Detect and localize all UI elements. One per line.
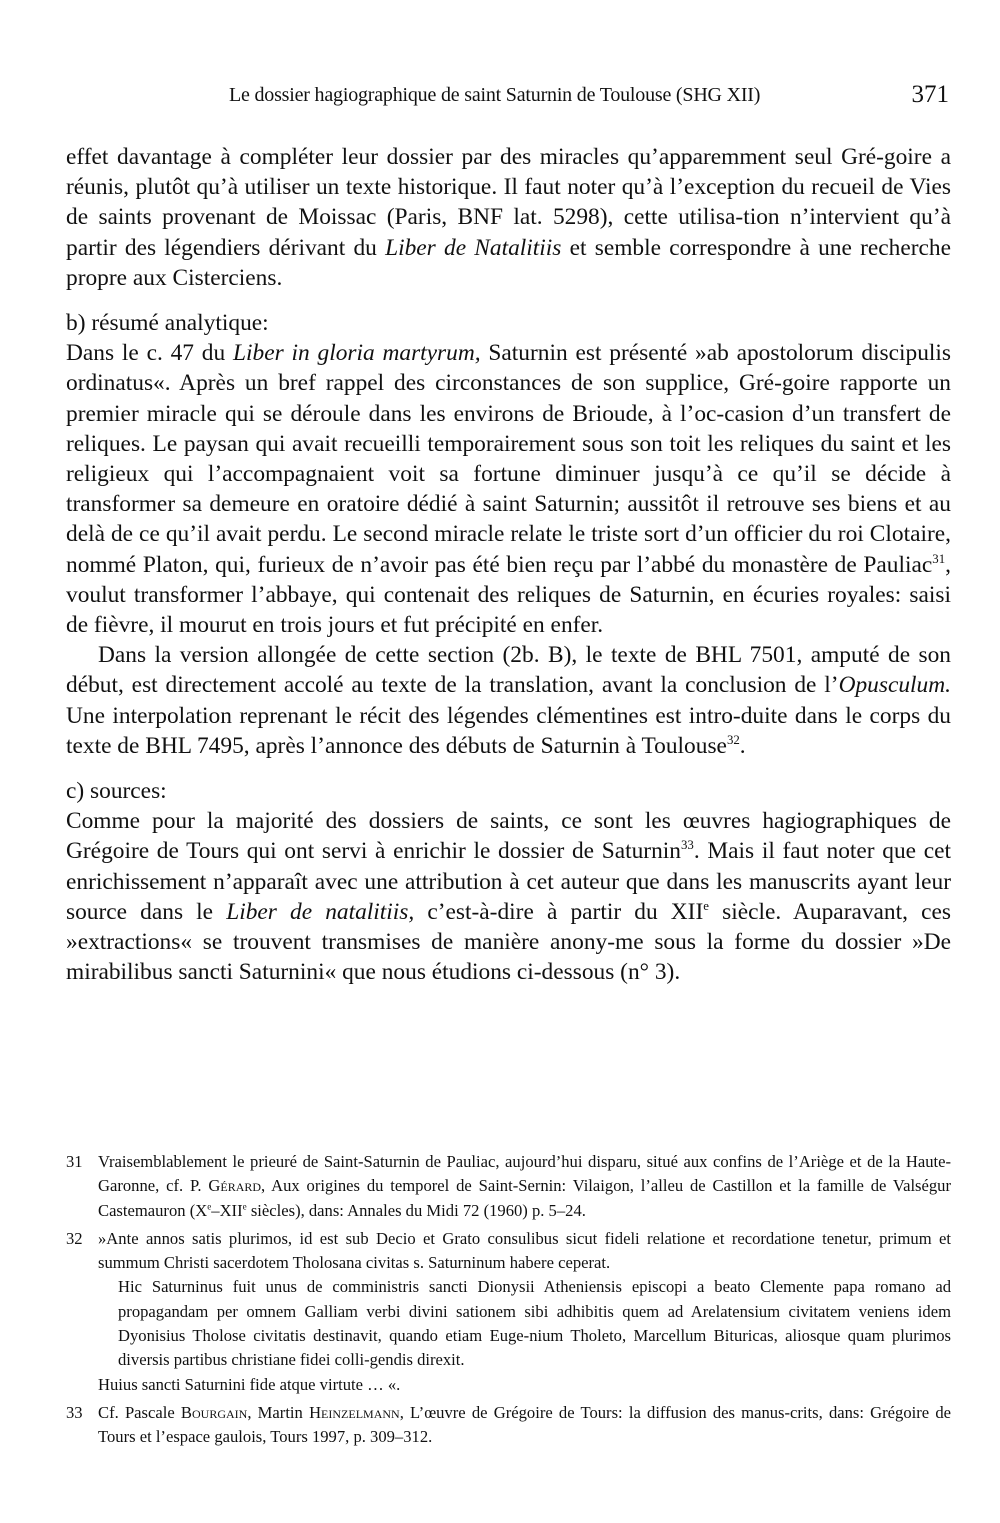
- running-title: Le dossier hagiographique de saint Saturnin de Toulouse (SHG XII): [229, 84, 761, 106]
- text-run: siècles), dans: Annales du Midi 72 (1960) p. 5–24.: [246, 1200, 586, 1220]
- superscript: e: [242, 1201, 247, 1212]
- text-run: Comme pour la majorité des dossiers de saints, ce sont les œuvres hagiographiques de Grégoire de Tours qui ont servi à enrichir le dossier de Saturnin: [66, 808, 951, 865]
- footnote-ref[interactable]: 31: [932, 551, 946, 566]
- text-run: .: [739, 732, 746, 759]
- paragraph: [66, 640, 951, 761]
- paragraph: [66, 338, 951, 640]
- paragraph: [66, 806, 951, 987]
- text-run: Une interpolation reprenant le récit des légendes clémentines est intro-duite dans le corps du texte de BHL 7495, après l’annonce des débuts de Saturnin à Toulouse: [66, 702, 951, 759]
- footnote-31: [66, 1150, 951, 1223]
- text-run: effet davantage à compléter leur dossier par des miracles qu’apparemment seul Gré-goire a réunis, plutôt qu’à utiliser un texte historique. Il faut noter qu’à l’exception du recueil de Vies de saints provenant de Moissac (Paris, BNF lat. 5298), cette utilisa-tion n’intervient qu’à partir des légendiers dérivant du: [66, 144, 951, 261]
- footnote-number: 32: [66, 1228, 83, 1248]
- text-run: Cf. Pascale: [98, 1402, 181, 1422]
- author-name: Heinzelmann: [309, 1402, 400, 1422]
- text-run: Saturnin est présenté »ab apostolorum discipulis ordinatus«. Après un bref rappel des circonstances de son supplice, Gré-goire rapporte un premier miracle qui se déroule dans les environs de Brioude, à l’oc-casion d’un transfert de reliques. Le paysan qui avait recueilli temporairement sous son toit les reliques du saint et les religieux qui l’accompagnaient voit sa fortune diminuer jusqu’à ce qu’il se décide à transformer sa demeure en oratoire dédié à saint Saturnin; aussitôt il retrouve ses biens et au delà de ce qu’il avait perdu. Le second miracle relate le triste sort d’un officier du roi Clotaire, nommé Platon, qui, furieux de n’avoir pas été bien reçu par l’abbé du monastère de Pauliac: [66, 340, 952, 578]
- text-run: c’est-à-dire à partir du XII: [414, 898, 704, 925]
- footnote-number: 33: [66, 1402, 83, 1422]
- italic-title: Liber in gloria martyrum,: [233, 340, 481, 367]
- footnote-32: [66, 1227, 951, 1276]
- footnotes: [66, 1150, 951, 1450]
- text-run: , Martin: [247, 1402, 310, 1422]
- italic-title: Liber de natalitiis,: [226, 898, 415, 925]
- footnote-quote: Hic Saturninus fuit unus de comministris sancti Dionysii Atheniensis episcopi a beato Clemente papa romano ad propagandam per omnem Galliam verbi divini sationem sibi adhibitis quem ad Arelatensium civitatem veniens idem Dyonisius Tholose civitatis destinavit, quando etiam Euge-nium Tholeto, Marcellum Bituricas, aliosque quam plurimos diversis partibus christiane fidei colli-gendis direxit.: [118, 1277, 951, 1370]
- footnote-33: [66, 1401, 951, 1450]
- section-heading: b) résumé analytique:: [66, 310, 269, 337]
- superscript: e: [207, 1201, 212, 1212]
- text-run: Dans le c. 47 du: [66, 340, 233, 367]
- footnote-quote: Huius sancti Saturnini fide atque virtute … «.: [98, 1374, 401, 1394]
- superscript: e: [703, 899, 709, 914]
- paragraph: [66, 142, 951, 293]
- page-number: 371: [911, 81, 949, 108]
- text-run: , L’œuvre de Grégoire de Tours: la diffusion des manus-crits, dans: Grégoire de Tours et l’espace gaulois, Tours 1997, p. 309–312.: [98, 1402, 952, 1447]
- main-text: [66, 142, 951, 987]
- text-run: . Mais il faut noter que cet enrichissement n’apparaît avec une attribution à cet auteur que dans les manuscrits ayant leur source dans le: [66, 838, 951, 925]
- text-run: »Ante annos satis plurimos, id est sub Decio et Grato consulibus sicut fideli relatione et recordatione tenetur, primum et summum Christi sacerdotem Tholosana civitas s. Saturninum habere ceperat.: [98, 1228, 951, 1273]
- text-run: et semble correspondre à une recherche propre aux Cisterciens.: [66, 234, 951, 291]
- text-run: –XII: [211, 1200, 243, 1220]
- footnote-ref[interactable]: 33: [680, 838, 694, 853]
- section-heading: c) sources:: [66, 778, 167, 805]
- text-run: Vraisemblablement le prieuré de Saint-Saturnin de Pauliac, aujourd’hui disparu, situé aux confins de l’Ariège et de la Haute-Garonne, cf. P.: [98, 1152, 951, 1196]
- text-run: Dans la version allongée de cette section (2b. B), le texte de BHL 7501, amputé de son début, est directement accolé au texte de la translation, avant la conclusion de l’: [66, 642, 951, 699]
- footnote-ref[interactable]: 32: [726, 733, 740, 748]
- text-run: , Aux origines du temporel de Saint-Sernin: Vilaigon, l’alleu de Castillon et la famille de Valségur Castemauron (X: [98, 1176, 951, 1220]
- running-head: [66, 81, 951, 114]
- author-name: Gérard: [208, 1176, 262, 1196]
- text-run: siècle. Auparavant, ces »extractions« se trouvent transmises de manière anony-me sous la forme du dossier »De mirabilibus sancti Saturnini« que nous étudions ci-dessous (n° 3).: [66, 898, 951, 986]
- italic-title: Opusculum.: [838, 672, 951, 699]
- text-run: , voulut transformer l’abbaye, qui contenait des reliques de Saturnin, en écuries royales: saisi de fièvre, il mourut en trois jours et fut précipité en enfer.: [66, 551, 951, 639]
- italic-title: Liber de Natalitiis: [385, 234, 562, 261]
- author-name: Bourgain: [180, 1402, 248, 1422]
- footnote-number: 31: [66, 1152, 83, 1171]
